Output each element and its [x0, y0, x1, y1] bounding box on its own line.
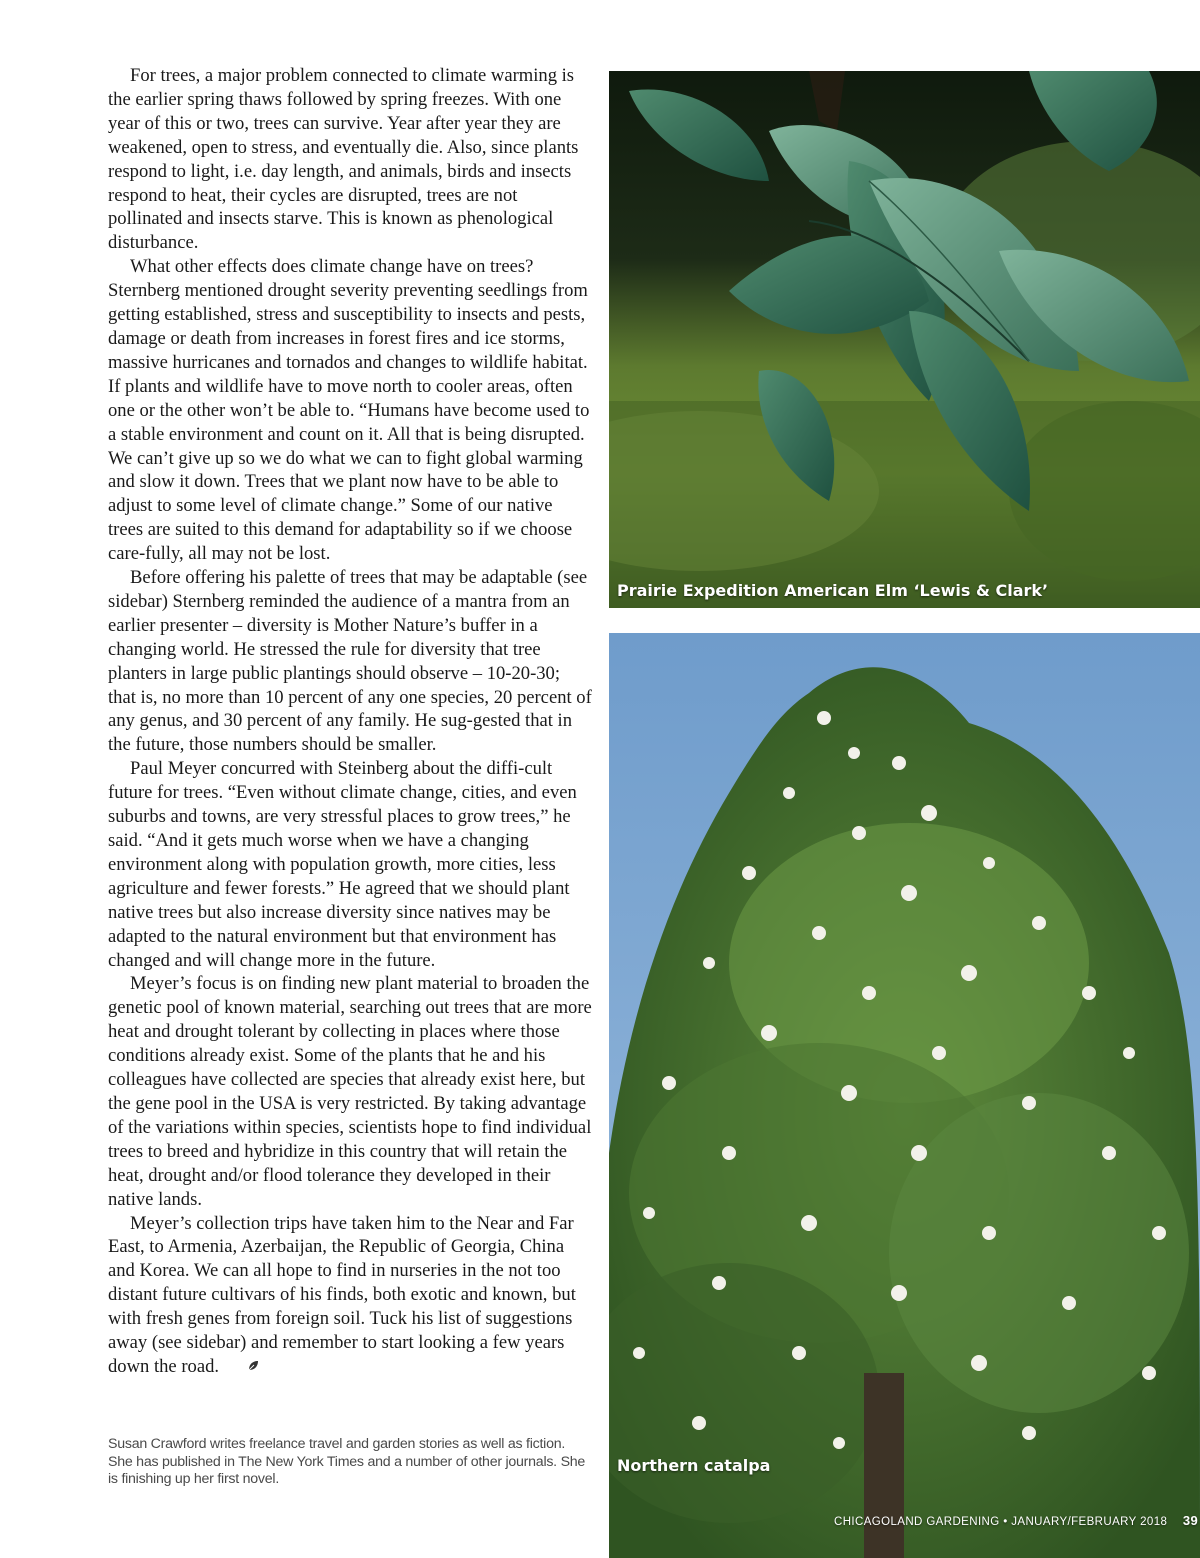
article-paragraph: Before offering his palette of trees that may be adaptable (see sidebar) Sternberg reminded the audience of a mantra from an earlier presenter – diversity is Mother Nature’s buffer in a changing world. He stressed the rule for diversity that tree planters in large public plantings should observe – 10-20-30; that is, no more than 10 percent of any one species, 20 percent of any genus, and 30 percent of any family. He sug-gested that in the future, those numbers should be smaller.: [108, 567, 592, 756]
article-paragraph: For trees, a major problem connected to climate warming is the earlier spring thaws followed by spring freezes. With one year of this or two, trees can survive. Year after year they are weakened, open to stress, and eventually die. Also, since plants respond to light, i.e. day length, and animals, birds and insects respond to heat, their cycles are disrupted, trees are not pollinated and insects starve. This is known as phenological disturbance.: [108, 65, 579, 254]
article-paragraph: Meyer’s focus is on finding new plant material to broaden the genetic pool of known material, searching out trees that are more heat and drought tolerant by collecting in places where those conditions already exist. Some of the plants that he and his colleagues have collected are species that already exist here, but the gene pool in the USA is very restricted. By taking advantage of the variations within species, scientists hope to find individual trees to breed and hybridize in this country that will retain the heat, drought and/or flood tolerance they developed in their native lands.: [108, 973, 592, 1210]
publication-name: CHICAGOLAND GARDENING: [834, 1516, 1000, 1528]
page-number: 39: [1182, 1513, 1199, 1528]
issue-date: JANUARY/FEBRUARY 2018: [1011, 1516, 1168, 1528]
page-footer: [834, 1513, 1198, 1528]
article-paragraph: What other effects does climate change have on trees? Sternberg mentioned drought severity preventing seedlings from getting established, stress and susceptibility to insects and pests, damage or death from increases in forest fires and ice storms, massive hurricanes and tornados and changes to wildlife habitat. If plants and wildlife have to move north to cooler areas, often one or the other won’t be able to. “Humans have become used to a stable environment and count on it. All that is being disrupted. We can’t give up so we do what we can to fight global warming and slow it down. Trees that we plant now have to be able to adjust to some level of climate change.” Some of our native trees are suited to this demand for adaptability so if we choose care-fully, all may not be lost.: [108, 256, 590, 565]
article-body: [108, 64, 592, 1380]
elm-photo-caption: Prairie Expedition American Elm ‘Lewis & Clark’: [617, 581, 1049, 600]
article-paragraph-last: [108, 1212, 592, 1380]
footer-separator: •: [1003, 1516, 1008, 1528]
leaf-end-mark-icon: [225, 1356, 259, 1380]
article-paragraph: Paul Meyer concurred with Steinberg about the diffi-cult future for trees. “Even without climate change, cities, and even suburbs and towns, are very stressful places to grow trees,” he said. “And it gets much worse when we have a changing environment along with population growth, more cities, less agriculture and fewer forests.” He agreed that we should plant native trees but also increase diversity since natives may be adapted to the natural environment but that environment has changed and will change more in the future.: [108, 758, 577, 971]
article-paragraph-text: Meyer’s collection trips have taken him to the Near and Far East, to Armenia, Azerbaijan, the Republic of Georgia, China and Korea. We can all hope to find in nurseries in the not too distant future cultivars of his finds, both exotic and known, but with fresh genes from foreign soil. Tuck his list of suggestions away (see sidebar) and remember to start looking a few years down the road.: [108, 1212, 576, 1377]
catalpa-photo-caption: Northern catalpa: [617, 1456, 771, 1475]
catalpa-photo: [609, 633, 1200, 1558]
author-bio: [108, 1436, 592, 1489]
elm-photo: [609, 71, 1200, 608]
author-bio-text: Susan Crawford writes freelance travel and garden stories as well as fiction. She has published in The New York Times and a number of other journals. She is finishing up her first novel.: [108, 1436, 586, 1488]
